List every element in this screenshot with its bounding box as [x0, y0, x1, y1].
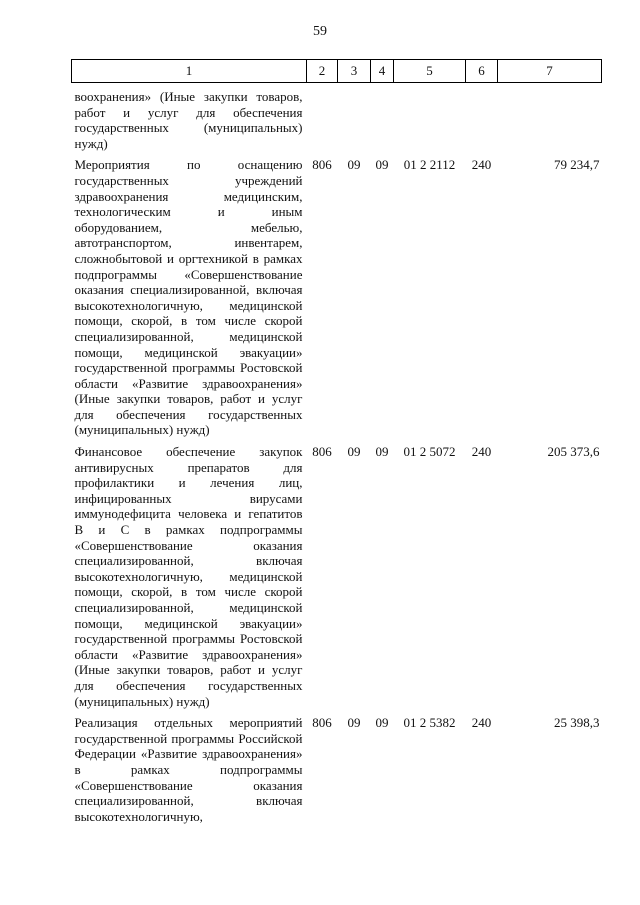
row-target: 01 2 2112 [403, 157, 456, 173]
table-row [72, 444, 602, 709]
row-target: 01 2 5072 [403, 444, 456, 460]
header-col-6: 6 [466, 60, 498, 83]
row-expense: 240 [471, 157, 492, 173]
row-name: воохранения» (Иные закупки товаров, работ и услуг для обеспечения государственных (муниципальных) нужд) [74, 89, 303, 151]
row-ministry: 806 [312, 157, 332, 173]
row-amount: 25 398,3 [554, 715, 600, 731]
row-ministry [307, 89, 338, 151]
row-amount [498, 89, 602, 151]
row-amount: 205 373,6 [547, 444, 600, 460]
row-subsection [371, 89, 394, 151]
row-subsection: 09 [375, 157, 389, 173]
row-name: Мероприятия по оснащению государственных учреждений здравоохранения медицинским, технологическим и иным оборудованием, мебелью, автотранспортом, инвентарем, сложнобытовой и оргтехникой в рамках подпрограммы «Совершенствование оказания специализированной, включая высокотехнологичную, медицинской помощи, скорой, в том числе скорой специализированной, медицинской помощи, медицинской эвакуации» государственной программы Ростовской области «Развитие здравоохранения» (Иные закупки товаров, работ и услуг для обеспечения государственных (муниципальных) нужд) [74, 157, 303, 438]
table-row [72, 715, 602, 824]
row-expense [466, 89, 498, 151]
row-target: 01 2 5382 [403, 715, 456, 731]
budget-table [71, 59, 602, 824]
row-name: Реализация отдельных мероприятий государственной программы Российской Федерации «Развитие здравоохранения» в рамках подпрограммы «Совершенствование оказания специализированной, включая высокотехнологичную, [74, 715, 303, 824]
row-name: Финансовое обеспечение закупок антивирусных препаратов для профилактики и лечения лиц, инфицированных вирусами иммунодефицита человека и гепатитов В и С в рамках подпрограммы «Совершенствование оказания специализированной, включая высокотехнологичную, медицинской помощи, скорой, в том числе скорой специализированной, медицинской помощи, медицинской эвакуации» государственной программы Ростовской области «Развитие здравоохранения» (Иные закупки товаров, работ и услуг для обеспечения государственных (муниципальных) нужд) [74, 444, 303, 709]
row-section [338, 89, 371, 151]
row-subsection: 09 [375, 715, 389, 731]
row-ministry: 806 [312, 715, 332, 731]
header-col-1: 1 [72, 60, 307, 83]
row-expense: 240 [471, 715, 492, 731]
header-col-7: 7 [498, 60, 602, 83]
row-amount: 79 234,7 [554, 157, 600, 173]
row-subsection: 09 [375, 444, 389, 460]
table-header-row [72, 60, 602, 83]
row-expense: 240 [471, 444, 492, 460]
header-col-5: 5 [394, 60, 466, 83]
table-row [72, 157, 602, 438]
row-ministry: 806 [312, 444, 332, 460]
table-row [72, 89, 602, 151]
row-section: 09 [347, 157, 361, 173]
header-col-3: 3 [338, 60, 371, 83]
row-target [394, 89, 466, 151]
header-col-4: 4 [371, 60, 394, 83]
header-col-2: 2 [307, 60, 338, 83]
page-number: 59 [313, 24, 327, 39]
row-section: 09 [347, 444, 361, 460]
row-section: 09 [347, 715, 361, 731]
